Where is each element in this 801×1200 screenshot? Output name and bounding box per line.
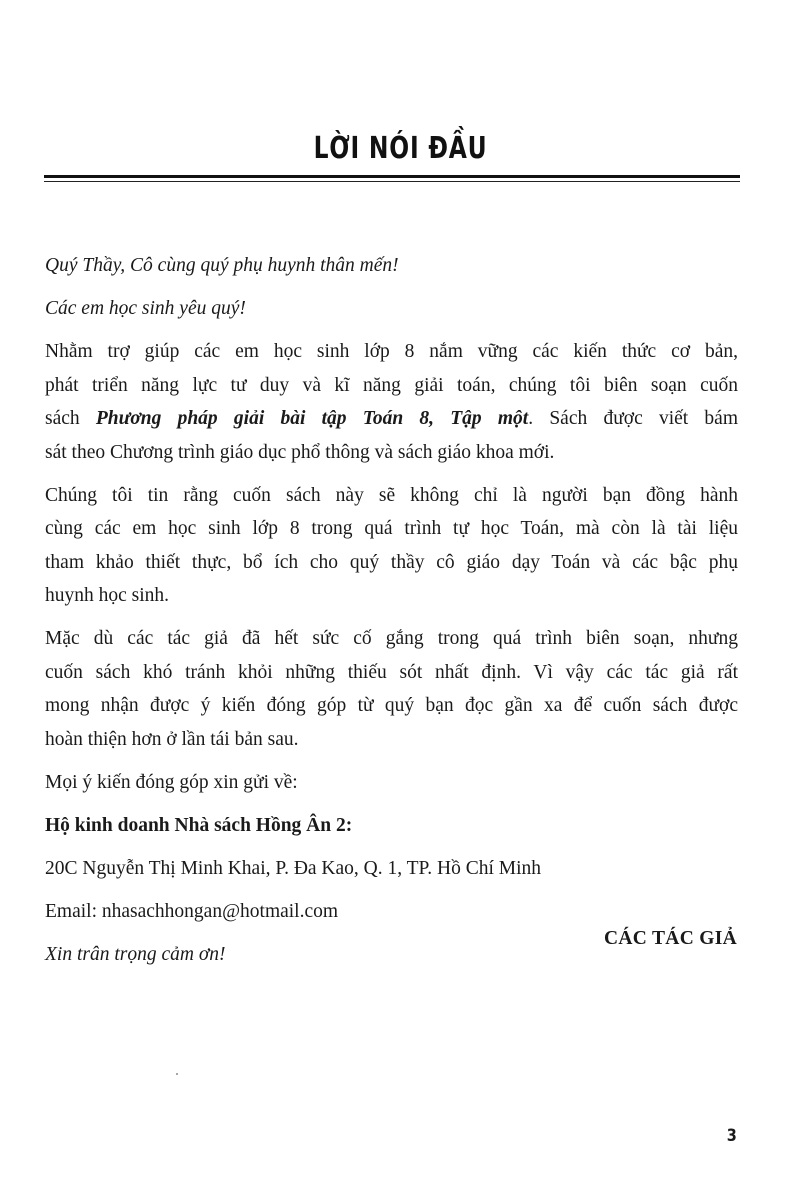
title-rule-thick <box>44 175 740 178</box>
publisher-name: Hộ kinh doanh Nhà sách Hồng Ân 2: <box>45 814 353 836</box>
paragraph-line: tham khảo thiết thực, bổ ích cho quý thầy cô giáo dạy Toán và các bậc phụ <box>45 551 738 573</box>
paragraph-line: Nhằm trợ giúp các em học sinh lớp 8 nắm vững các kiến thức cơ bản, <box>45 341 738 362</box>
closing-thanks: Xin trân trọng cảm ơn! <box>45 943 226 965</box>
paragraph-line: cùng các em học sinh lớp 8 trong quá trình tự học Toán, mà còn là tài liệu <box>45 518 738 539</box>
paragraph-line: Chúng tôi tin rằng cuốn sách này sẽ không chỉ là người bạn đồng hành <box>45 484 738 506</box>
greeting-teachers: Quý Thầy, Cô cùng quý phụ huynh thân mến! <box>45 255 399 276</box>
text-run: . Sách được viết bám <box>528 408 738 429</box>
paragraph-purpose <box>45 335 738 469</box>
paragraph-line: hoàn thiện hơn ở lần tái bản sau. <box>45 728 299 750</box>
contact-intro: Mọi ý kiến đóng góp xin gửi về: <box>45 771 298 793</box>
paragraph-line: Mặc dù các tác giả đã hết sức cố gắng trong quá trình biên soạn, nhưng <box>45 628 738 649</box>
paragraph-line: sát theo Chương trình giáo dục phổ thông và sách giáo khoa mới. <box>45 441 555 463</box>
paragraph-line <box>45 402 738 436</box>
paragraph-belief <box>45 479 738 613</box>
body-text <box>45 249 738 981</box>
text-run: sách <box>45 408 96 429</box>
paragraph-line: huynh học sinh. <box>45 585 170 606</box>
paragraph-line: phát triển năng lực tư duy và kĩ năng giải toán, chúng tôi biên soạn cuốn <box>45 374 738 396</box>
paragraph-line: cuốn sách khó tránh khỏi những thiếu sót nhất định. Vì vậy các tác giả rất <box>45 661 738 683</box>
paragraph-feedback <box>45 622 738 756</box>
page-number: 3 <box>726 1126 737 1146</box>
publisher-address: 20C Nguyễn Thị Minh Khai, P. Đa Kao, Q. 1, TP. Hồ Chí Minh <box>45 857 542 879</box>
paragraph-line: mong nhận được ý kiến đóng góp từ quý bạn đọc gần xa để cuốn sách được <box>45 695 738 716</box>
book-title: Phương pháp giải bài tập Toán 8, Tập một <box>95 408 529 429</box>
publisher-email: Email: nhasachhongan@hotmail.com <box>45 900 339 922</box>
scan-speck <box>176 1073 178 1075</box>
page-title: LỜI NÓI ĐẦU <box>313 131 488 166</box>
greeting-students: Các em học sinh yêu quý! <box>45 298 246 319</box>
title-rule-thin <box>44 181 740 182</box>
authors-signature: CÁC TÁC GIẢ <box>604 928 737 949</box>
